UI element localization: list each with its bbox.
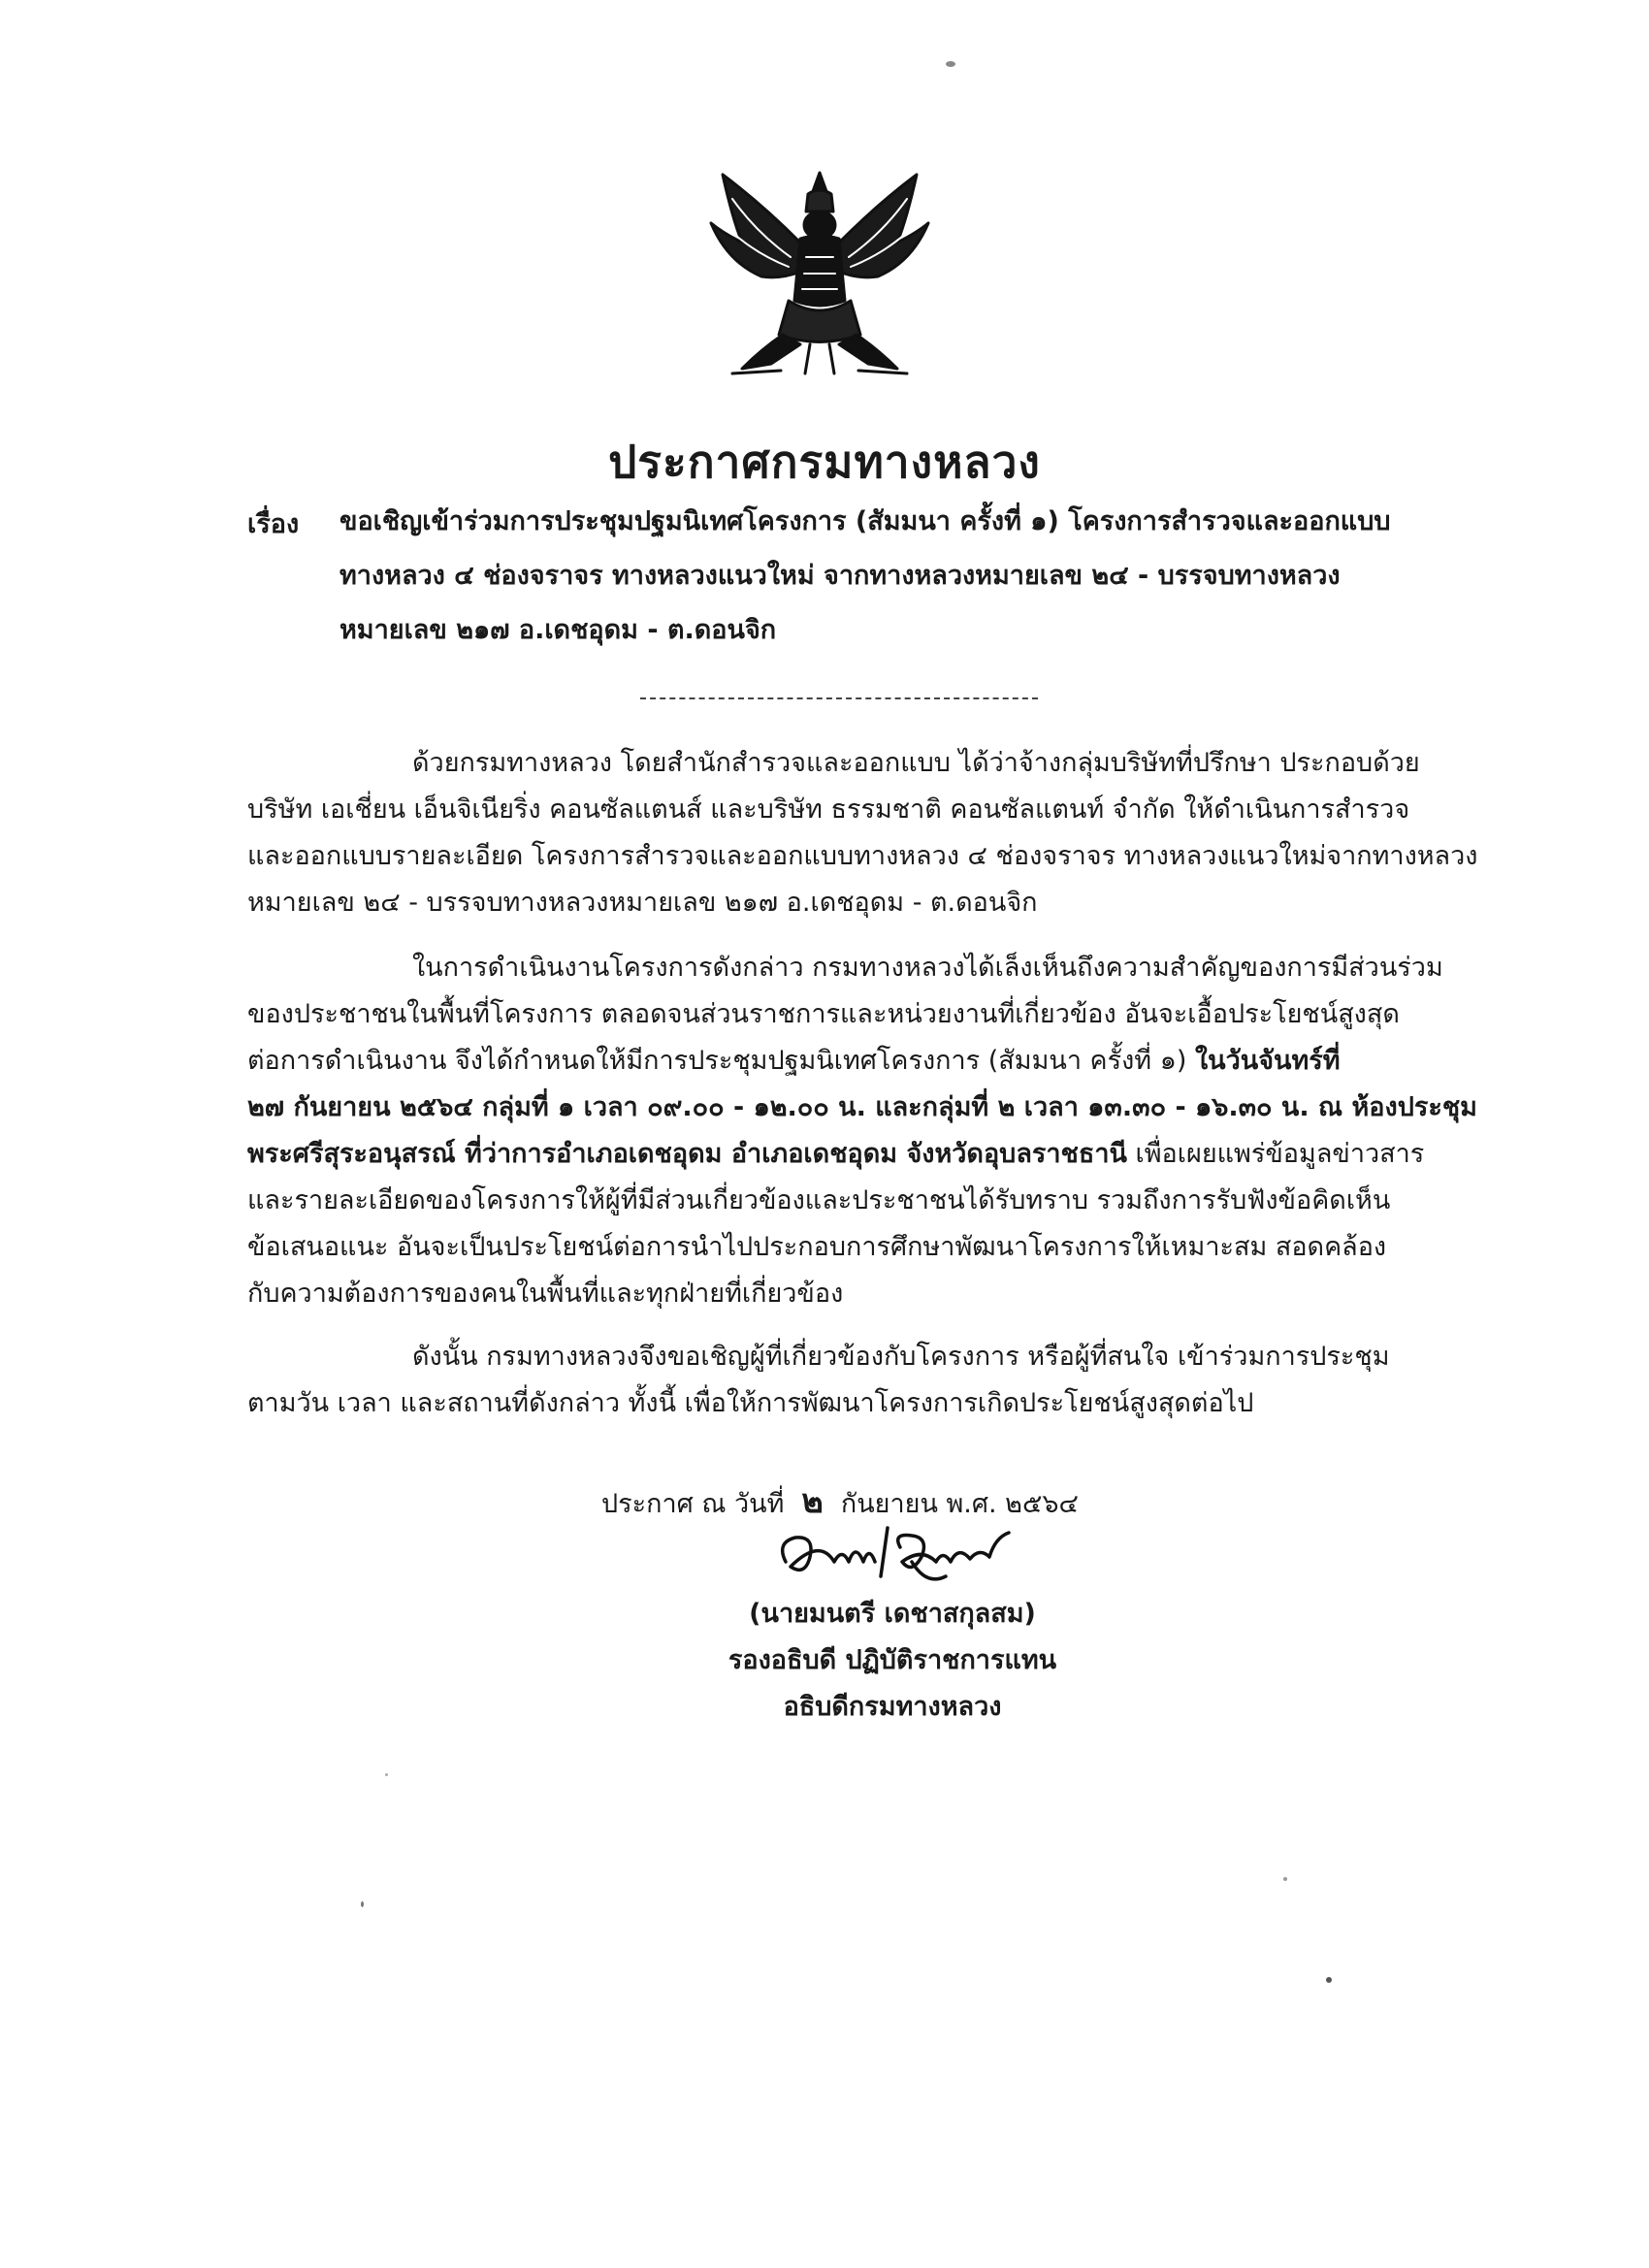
date-month-year: กันยายน พ.ศ. ๒๕๖๔ (840, 1489, 1079, 1519)
scan-speck (361, 1901, 364, 1907)
garuda-emblem-icon (703, 165, 936, 383)
paragraph-line: ของประชาชนในพื้นที่โครงการ ตลอดจนส่วนราชการและหน่วยงานที่เกี่ยวข้อง อันจะเอื้อประโยชน์สูงสุด (247, 999, 1400, 1029)
paragraph-text: ต่อการดำเนินงาน จึงได้กำหนดให้มีการประชุมปฐมนิเทศโครงการ (สัมมนา ครั้งที่ ๑) (247, 1046, 1195, 1076)
signatory-position: รองอธิบดี ปฏิบัติราชการแทน (728, 1645, 1057, 1675)
signatory-block (679, 1591, 1106, 1731)
paragraph-line: ข้อเสนอแนะ อันจะเป็นประโยชน์ต่อการนำไปประกอบการศึกษาพัฒนาโครงการให้เหมาะสม สอดคล้อง (247, 1232, 1387, 1262)
subject-line: ทางหลวง ๔ ช่องจราจร ทางหลวงแนวใหม่ จากทางหลวงหมายเลข ๒๔ - บรรจบทางหลวง (340, 561, 1341, 591)
date-day: ๒ (801, 1482, 824, 1521)
subject-line: ขอเชิญเข้าร่วมการประชุมปฐมนิเทศโครงการ (สัมมนา ครั้งที่ ๑) โครงการสำรวจและออกแบบ (340, 506, 1391, 536)
meeting-venue-text: พระศรีสุระอนุสรณ์ ที่ว่าการอำเภอเดชอุดม อำเภอเดชอุดม จังหวัดอุบลราชธานี (247, 1139, 1127, 1169)
scan-speck (1283, 1877, 1287, 1881)
paragraph-text: เพื่อเผยแพร่ข้อมูลข่าวสาร (1126, 1139, 1425, 1169)
date-prefix: ประกาศ ณ วันที่ (601, 1489, 785, 1519)
scan-speck (385, 1773, 388, 1776)
scan-speck (946, 61, 955, 67)
paragraph-line: หมายเลข ๒๔ - บรรจบทางหลวงหมายเลข ๒๑๗ อ.เดชอุดม - ต.ดอนจิก (247, 888, 1038, 918)
subject-text (340, 495, 1445, 658)
paragraph-line: ในการดำเนินงานโครงการดังกล่าว กรมทางหลวงได้เล็งเห็นถึงความสำคัญของการมีส่วนร่วม (412, 953, 1443, 983)
paragraph-line: ตามวัน เวลา และสถานที่ดังกล่าว ทั้งนี้ เพื่อให้การพัฒนาโครงการเกิดประโยชน์สูงสุดต่อไป (247, 1388, 1254, 1418)
meeting-date-text: ในวันจันทร์ที่ (1194, 1046, 1341, 1076)
paragraph-line (247, 1085, 1477, 1131)
scan-speck (1326, 1977, 1332, 1983)
paragraph-line: และรายละเอียดของโครงการให้ผู้ที่มีส่วนเกี่ยวข้องและประชาชนได้รับทราบ รวมถึงการรับฟังข้อคิดเห็น (247, 1185, 1391, 1215)
handwritten-signature (766, 1508, 1057, 1591)
divider (640, 697, 1038, 699)
paragraph-1 (247, 740, 1478, 926)
paragraph-line: ดังนั้น กรมทางหลวงจึงขอเชิญผู้ที่เกี่ยวข้องกับโครงการ หรือผู้ที่สนใจ เข้าร่วมการประชุม (412, 1342, 1390, 1372)
subject-label: เรื่อง (247, 509, 300, 539)
paragraph-line: ด้วยกรมทางหลวง โดยสำนักสำรวจและออกแบบ ได้ว่าจ้างกลุ่มบริษัทที่ปรึกษา ประกอบด้วย (412, 748, 1420, 778)
paragraph-line (247, 1131, 1440, 1178)
paragraph-2 (247, 945, 1477, 1317)
paragraph-3 (247, 1334, 1440, 1427)
signatory-org: อธิบดีกรมทางหลวง (783, 1692, 1002, 1722)
paragraph-line: บริษัท เอเชี่ยน เอ็นจิเนียริ่ง คอนซัลแตนส์ และบริษัท ธรรมชาติ คอนซัลแตนท์ จำกัด ให้ดำเนินการสำรวจ (247, 794, 1410, 825)
paragraph-line: และออกแบบรายละเอียด โครงการสำรวจและออกแบบทางหลวง ๔ ช่องจราจร ทางหลวงแนวใหม่จากทางหลวง (247, 841, 1478, 871)
paragraph-line: กับความต้องการของคนในพื้นที่และทุกฝ่ายที่เกี่ยวข้อง (247, 1279, 844, 1309)
paragraph-line (247, 1038, 1440, 1085)
page-title: ประกาศกรมทางหลวง (608, 436, 1041, 488)
signatory-name: (นายมนตรี เดชาสกุลสม) (749, 1599, 1036, 1629)
subject-line: หมายเลข ๒๑๗ อ.เดชอุดม - ต.ดอนจิก (340, 615, 777, 645)
meeting-time-text: ๒๗ กันยายน ๒๕๖๔ กลุ่มที่ ๑ เวลา ๐๙.๐๐ - ๑๒.๐๐ น. และกลุ่มที่ ๒ เวลา ๑๓.๓๐ - ๑๖.๓๐ น. ณ ห้องประชุม (247, 1092, 1477, 1122)
